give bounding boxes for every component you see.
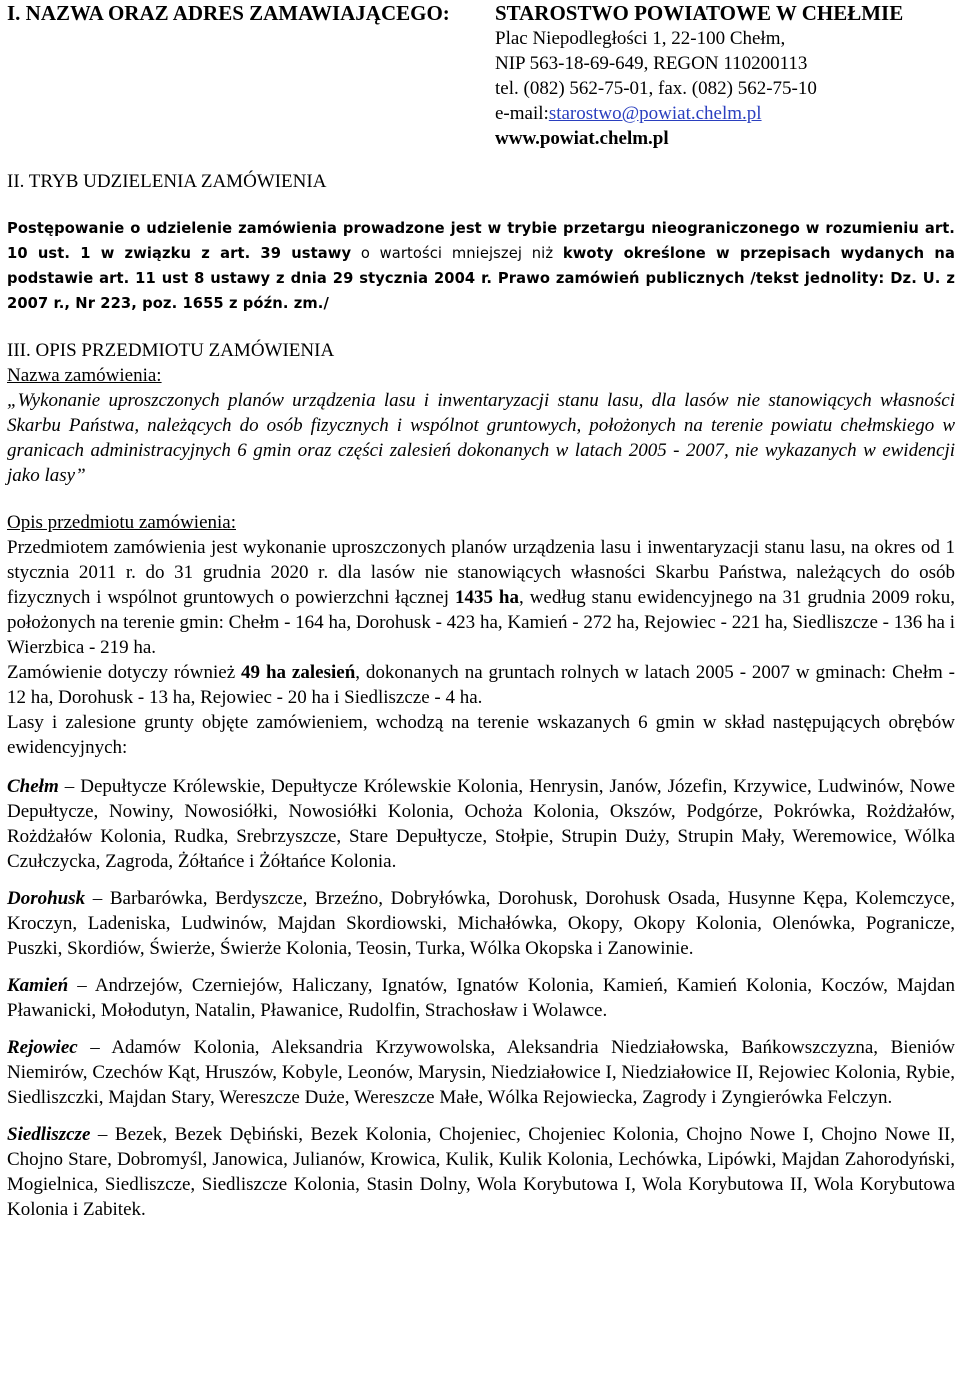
description-text: Zamówienie dotyczy również bbox=[7, 662, 242, 683]
procedure-mode-paragraph bbox=[7, 216, 955, 316]
authority-ids: NIP 563-18-69-649, REGON 110200113 bbox=[495, 53, 808, 74]
procedure-text-1: Postępowanie o udzielenie zamówienia prowadzone jest w trybie przetargu nieograniczonego w rozumieniu art. 10 ust. 1 w związku z art. 39 ustawy bbox=[7, 220, 955, 262]
region-name: Dorohusk bbox=[7, 888, 86, 909]
email-prefix: e-mail: bbox=[495, 103, 549, 124]
region-name: Chełm bbox=[7, 776, 59, 797]
region-list: – Barbarówka, Berdyszcze, Brzeźno, Dobryłówka, Dorohusk, Dorohusk Osada, Husynne Kępa, Kolemczyce, Kroczyn, Ladeniska, Ludwinów, Majdan Skordiowski, Michałówka, Okopy, Okopy Kolonia, Olenówka, Pogranicze, Puszki, Skordiów, Świerże, Świerże Kolonia, Teosin, Turka, Wólka Okopska i Zanowinie. bbox=[7, 888, 955, 959]
authority-phone: tel. (082) 562-75-01, fax. (082) 562-75-10 bbox=[495, 78, 817, 99]
authority-email-line bbox=[495, 101, 955, 126]
total-area: 1435 ha bbox=[454, 587, 519, 608]
section1-label: I. NAZWA ORAZ ADRES ZAMAWIAJĄCEGO: bbox=[7, 1, 450, 25]
region-rejowiec bbox=[7, 1035, 955, 1110]
region-kamien bbox=[7, 973, 955, 1023]
procedure-text-3: kwoty określone w przepisach wydanych na podstawie art. 11 ust 8 ustawy z dnia 29 stycznia 2004 r. Prawo zamówień publicznych /tekst jednolity: Dz. U. z 2007 r., Nr 223, poz. 1655 z późn. zm./ bbox=[7, 245, 955, 312]
description-paragraph-3: Lasy i zalesione grunty objęte zamówieniem, wchodzą na terenie wskazanych 6 gmin w skład następujących obrębów ewidencyjnych: bbox=[7, 712, 955, 758]
section2-heading: II. TRYB UDZIELENIA ZAMÓWIENIA bbox=[7, 171, 327, 192]
region-name: Rejowiec bbox=[7, 1037, 78, 1058]
email-link[interactable]: starostwo@powiat.chelm.pl bbox=[548, 103, 762, 124]
region-list: – Andrzejów, Czerniejów, Haliczany, Ignatów, Ignatów Kolonia, Kamień, Kamień Kolonia, Koczów, Majdan Pławanicki, Mołodutyn, Natalin, Pławanice, Rudolfin, Strachosław i Wolawce. bbox=[7, 975, 955, 1021]
afforestation-area: 49 ha zalesień bbox=[241, 662, 356, 683]
region-dorohusk bbox=[7, 886, 955, 961]
order-title: „Wykonanie uproszczonych planów urządzenia lasu i inwentaryzacji stanu lasu, dla lasów nie stanowiących własności Skarbu Państwa, należących do osób fizycznych i wspólnot gruntowych, położonych na terenie powiatu chełmskiego w granicach administracyjnych 6 gmin oraz części zalesień dokonanych w latach 2005 - 2007, nie wykazanych w ewidencji jako lasy” bbox=[7, 390, 955, 486]
description-paragraph-2 bbox=[7, 660, 955, 710]
order-name-label: Nazwa zamówienia: bbox=[7, 365, 162, 386]
region-list: – Bezek, Bezek Dębiński, Bezek Kolonia, Chojeniec, Chojeniec Kolonia, Chojno Nowe I, Chojno Nowe II, Chojno Stare, Dobromyśl, Janowica, Julianów, Krowica, Kulik, Kulik Kolonia, Lechówka, Lipówki, Majdan Zahorodyński, Mogielnica, Siedliszcze, Siedliszcze Kolonia, Stasin Dolny, Wola Korybutowa I, Wola Korybutowa II, Wola Korybutowa Kolonia i Zabitek. bbox=[7, 1124, 955, 1220]
section3-heading: III. OPIS PRZEDMIOTU ZAMÓWIENIA bbox=[7, 340, 335, 361]
region-name: Siedliszcze bbox=[7, 1124, 91, 1145]
section1-header bbox=[7, 0, 955, 26]
region-list: – Adamów Kolonia, Aleksandria Krzywowolska, Aleksandria Niedziałowska, Bańkowszczyzna, Bieniów Niemirów, Czechów Kąt, Hruszów, Kobyle, Leonów, Marysin, Niedziałowice I, Niedziałowice II, Rejowiec Kolonia, Rybie, Siedliszczki, Majdan Stary, Wereszcze Duże, Wereszcze Małe, Wólka Rejowiecka, Zagrody i Zyngierówka Felczyn. bbox=[7, 1037, 955, 1108]
authority-address: Plac Niepodległości 1, 22-100 Chełm, bbox=[495, 28, 786, 49]
contracting-authority-name: STAROSTWO POWIATOWE W CHEŁMIE bbox=[495, 1, 904, 25]
procedure-text-2: o wartości mniejszej niż bbox=[351, 245, 563, 262]
description-text: , według stanu ewidencyjnego na 31 grudnia 2009 roku, położonych na terenie gmin: Chełm - 164 ha, Dorohusk - 423 ha, Kamień - 272 ha, Rejowiec - 221 ha, Siedliszcze - 136 ha i Wierzbica - 219 ha. bbox=[7, 587, 955, 658]
region-chelm bbox=[7, 774, 955, 874]
document-page bbox=[7, 0, 955, 1222]
description-paragraph-1 bbox=[7, 535, 955, 660]
region-siedliszcze bbox=[7, 1122, 955, 1222]
authority-address-block bbox=[495, 26, 955, 151]
region-name: Kamień bbox=[7, 975, 69, 996]
description-text: , dokonanych na gruntach rolnych w latach 2005 - 2007 w gminach: Chełm - 12 ha, Dorohusk - 13 ha, Rejowiec - 20 ha i Siedliszcze - 4 ha. bbox=[7, 662, 955, 708]
description-text: Przedmiotem zamówienia jest wykonanie uproszczonych planów urządzenia lasu i inwentaryzacji stanu lasu, na okres od 1 stycznia 2011 r. do 31 grudnia 2020 r. dla lasów nie stanowiących własności Skarbu Państwa, należących do osób fizycznych i wspólnot gruntowych o powierzchni łącznej bbox=[7, 537, 955, 608]
website-link[interactable]: www.powiat.chelm.pl bbox=[495, 128, 669, 149]
order-description-label: Opis przedmiotu zamówienia: bbox=[7, 512, 236, 533]
region-list: – Depułtycze Królewskie, Depułtycze Królewskie Kolonia, Henrysin, Janów, Józefin, Krzywice, Ludwinów, Nowe Depułtycze, Nowiny, Nowosiółki, Nowosiółki Kolonia, Ochoża Kolonia, Okszów, Podgórze, Pokrówka, Rożdżałów, Rożdżałów Kolonia, Rudka, Srebrzyszcze, Stare Depułtycze, Stołpie, Strupin Duży, Strupin Mały, Weremowice, Wólka Czułczycka, Zagroda, Żółtańce i Żółtańce Kolonia. bbox=[7, 776, 955, 872]
